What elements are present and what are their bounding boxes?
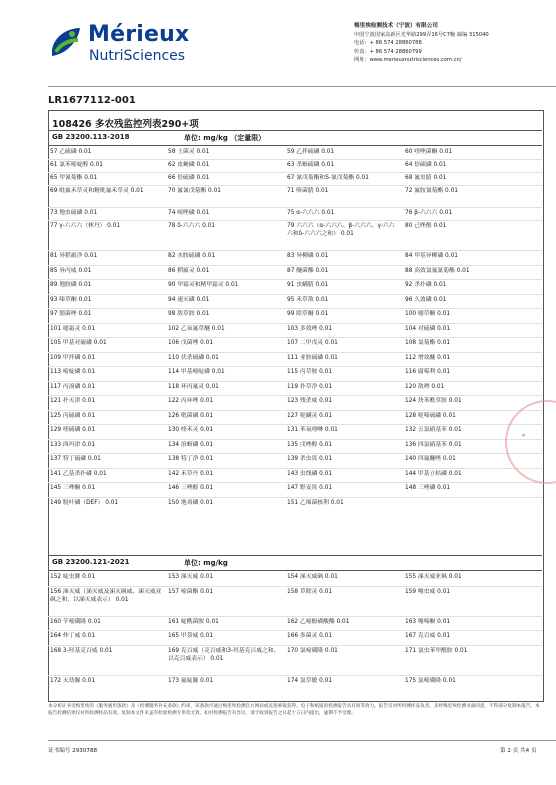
- result-cell: 82 水胺硫磷 0.01: [168, 253, 216, 259]
- result-cell: 140 四氟醚唑 0.01: [405, 456, 456, 462]
- result-cell: 60 喹唑菌酮 0.01: [405, 149, 453, 155]
- result-cell: 114 甲基嘧啶磷 0.01: [168, 369, 225, 375]
- section-unit: 单位: mg/kg （定量限）: [184, 134, 266, 142]
- result-cell: 108 氯菊酯 0.01: [405, 340, 451, 346]
- company-address-block: [354, 22, 550, 65]
- row-divider: [48, 220, 542, 221]
- result-cell: 159 噻虫威 0.01: [405, 588, 451, 595]
- section-header-1: [48, 130, 542, 146]
- result-cell: 104 对硫磷 0.01: [405, 325, 451, 332]
- result-cell: 65 甲氰菊酯 0.01: [50, 175, 98, 181]
- result-cell: 153 涕灭威 0.01: [168, 574, 214, 580]
- result-cell: 103 多效唑 0.01: [287, 325, 333, 332]
- row-divider: [48, 586, 542, 587]
- result-cell: 58 土菌灵 0.01: [168, 149, 210, 155]
- result-cell: 124 炔苯酰草胺 0.01: [405, 398, 462, 404]
- company-name: 梅里埃检测技术（宁波）有限公司: [354, 23, 438, 29]
- result-cell: 128 哒嗪硫磷 0.01: [405, 412, 456, 419]
- result-cell: 63 杀螟硫磷 0.01: [287, 162, 335, 168]
- result-cell: 57 乙硫磷 0.01: [50, 149, 92, 155]
- company-tel: 电话：+ 86 574 28860788: [354, 40, 422, 47]
- row-divider: [48, 439, 542, 440]
- logo-mark-icon: [48, 22, 84, 62]
- result-cell: 121 扑灭津 0.01: [50, 398, 96, 404]
- company-address: 中国宁波国家高新区光华路299弄16号C7幢 邮编 315040: [354, 31, 489, 38]
- result-cell: 123 残杀威 0.01: [287, 398, 333, 404]
- result-cell: 62 皮蝇磷 0.01: [168, 162, 210, 168]
- result-cell: 143 虫线磷 0.01: [287, 470, 333, 477]
- result-cell: 73 地虫硫磷 0.01: [50, 210, 98, 216]
- company-fax: 传真：+ 86 574 28860799: [354, 48, 422, 55]
- brand-name-line2: NutriSciences: [89, 48, 186, 64]
- result-cell: 113 嘧啶磷 0.01: [50, 369, 96, 375]
- result-cell: 155 涕灭威亚砜 0.01: [405, 574, 462, 580]
- result-cell: 120 敌稗 0.01: [405, 383, 445, 390]
- footer-divider: [48, 740, 556, 741]
- result-cell: 102 乙氧氟草醚 0.01: [168, 325, 225, 332]
- result-cell: 84 甲基异柳磷 0.01: [405, 253, 458, 259]
- result-cell: 163 噻嗪酮 0.01: [405, 618, 451, 625]
- result-cell: 158 草除灵 0.01: [287, 588, 333, 595]
- result-cell: 169 克百威（克百威和3-羟基克百威之和，以克百威表示） 0.01: [168, 647, 280, 662]
- result-cell: 81 异稻瘟净 0.01: [50, 253, 98, 259]
- result-cell: 172 灭幼脲 0.01: [50, 677, 96, 684]
- result-cell: 174 氯草敏 0.01: [287, 677, 333, 684]
- row-divider: [48, 279, 542, 280]
- result-cell: 134 治螟磷 0.01: [168, 441, 214, 448]
- result-cell: 98 敌草胺 0.01: [168, 311, 210, 317]
- result-cell: 135 戊唑醇 0.01: [287, 441, 333, 448]
- result-cell: 147 野麦畏 0.01: [287, 485, 333, 491]
- result-cell: 173 氟啶脲 0.01: [168, 677, 214, 684]
- result-cell: 83 异柳磷 0.01: [287, 253, 329, 259]
- result-cell: 87 醚菌酯 0.01: [287, 267, 329, 274]
- result-cell: 107 二甲戊灵 0.01: [287, 340, 338, 346]
- result-cell: 100 噁草酮 0.01: [405, 311, 451, 317]
- result-cell: 148 三唑磷 0.01: [405, 485, 451, 491]
- section-standard: GB 23200.113-2018: [52, 133, 130, 141]
- row-divider: [48, 366, 542, 367]
- result-cell: 77 γ-六六六（林丹） 0.01: [50, 223, 121, 229]
- row-divider: [48, 172, 542, 173]
- result-cell: 112 增效醚 0.01: [405, 354, 451, 361]
- result-cell: 132 五氯硝基苯 0.01: [405, 427, 462, 433]
- result-cell: 70 氟氰戊菊酯 0.01: [168, 188, 221, 194]
- result-cell: 91 虫螨腈 0.01: [287, 282, 329, 288]
- result-cell: 126 吡菌磷 0.01: [168, 412, 214, 419]
- row-divider: [48, 497, 542, 498]
- result-cell: 99 除草醚 0.01: [287, 311, 329, 317]
- brand-name-line1: Mérieux: [88, 22, 190, 47]
- result-cell: 139 杀虫畏 0.01: [287, 456, 333, 462]
- row-divider: [48, 250, 542, 251]
- result-cell: 133 西玛津 0.01: [50, 441, 96, 448]
- result-cell: 161 啶酰菌胺 0.01: [168, 618, 219, 625]
- row-divider: [48, 482, 542, 483]
- row-divider: [48, 645, 542, 646]
- result-cell: 109 甲拌磷 0.01: [50, 354, 96, 361]
- row-divider: [48, 381, 542, 382]
- row-divider: [48, 675, 542, 676]
- result-cell: 168 3-羟基克百威 0.01: [50, 647, 113, 654]
- result-cell: 61 氯苯嘧啶醇 0.01: [50, 162, 103, 168]
- result-cell: 105 甲基对硫磷 0.01: [50, 340, 107, 346]
- result-cell: 166 多菌灵 0.01: [287, 633, 333, 639]
- footer-disclaimer: 本分析证书受梅里埃的《服务通用条款》及《检测服务补充条款》约束，该条款可通过梅里埃检测官方网站或直接索取获得。电子和纸质的检测报告具有同等效力。报告仅对所检测样品负责。未经梅里埃检测书面同意，不得部分复制本报告。本报告检测结果仅对所检测样品有效。复制本文件未盖有检验检测专用章无效。如对检测报告有异议，请于收到报告之日起十五日内提出，逾期不予受理。: [48, 704, 540, 716]
- result-cell: 162 乙嘧酚磺酸酯 0.01: [287, 618, 350, 625]
- row-divider: [48, 323, 542, 324]
- row-divider: [48, 308, 542, 309]
- result-cell: 72 氟胺氰菊酯 0.01: [405, 188, 458, 194]
- result-cell: 116 腐霉利 0.01: [405, 369, 451, 375]
- result-cell: 142 禾草丹 0.01: [168, 470, 214, 477]
- result-cell: 68 氟虫腈 0.01: [405, 175, 447, 181]
- result-cell: 118 环丙氟灵 0.01: [168, 383, 219, 390]
- result-cell: 138 特丁净 0.01: [168, 456, 214, 462]
- result-cell: 67 氰戊菊酯和S-氰戊菊酯 0.01: [287, 175, 369, 181]
- result-cell: 119 扑草净 0.01: [287, 383, 333, 390]
- result-cell: 145 三唑酮 0.01: [50, 485, 96, 491]
- result-cell: 88 高效氯氟氰菊酯 0.01: [405, 267, 470, 274]
- result-cell: 152 啶虫脒 0.01: [50, 574, 96, 580]
- result-cell: 157 嘧菌酯 0.01: [168, 588, 214, 595]
- result-cell: 164 仲丁威 0.01: [50, 633, 96, 639]
- report-number: LR1677112-001: [48, 95, 136, 106]
- row-divider: [48, 294, 542, 295]
- result-cell: 90 甲霜灵和精甲霜灵 0.01: [168, 282, 239, 288]
- result-cell: 59 乙拌硫磷 0.01: [287, 149, 335, 155]
- page-number: 第 2 页 共4 页: [500, 748, 537, 754]
- result-cell: 122 丙环唑 0.01: [168, 398, 214, 404]
- result-cell: 165 甲萘威 0.01: [168, 633, 214, 639]
- result-cell: 154 涕灭威砜 0.01: [287, 574, 338, 580]
- result-cell: 160 苄嘧磺隆 0.01: [50, 618, 101, 625]
- result-cell: 137 特丁硫磷 0.01: [50, 456, 101, 462]
- result-cell: 111 亚胺硫磷 0.01: [287, 354, 338, 361]
- result-cell: 69 吡氟禾草灵和精吡氟禾草灵 0.01: [50, 188, 144, 194]
- result-cell: 97 腈菌唑 0.01: [50, 311, 92, 317]
- result-cell: 149 脱叶磷（DEF） 0.01: [50, 499, 119, 506]
- result-cell: 66 倍硫磷 0.01: [168, 175, 210, 181]
- result-cell: 127 哒螨灵 0.01: [287, 412, 333, 419]
- seal-mark-icon: ★: [519, 431, 528, 440]
- result-cell: 85 异丙威 0.01: [50, 267, 92, 274]
- section-standard: GB 23200.121-2021: [52, 558, 130, 566]
- result-cell: 92 杀扑磷 0.01: [405, 282, 447, 288]
- results-table: [48, 110, 544, 702]
- company-logo: [48, 22, 198, 70]
- row-divider: [48, 468, 542, 469]
- result-cell: 106 戊菌唑 0.01: [168, 340, 214, 346]
- result-cell: 89 地胺磷 0.01: [50, 282, 92, 288]
- row-divider: [48, 352, 542, 353]
- result-cell: 175 氯嘧磺隆 0.01: [405, 677, 456, 684]
- result-cell: 74 嘧唑磷 0.01: [168, 210, 210, 216]
- row-divider: [48, 410, 542, 411]
- result-cell: 71 咯菌腈 0.01: [287, 188, 329, 194]
- result-cell: 115 丙草胺 0.01: [287, 369, 333, 375]
- result-cell: 136 四氯硝基苯 0.01: [405, 441, 462, 448]
- row-divider: [48, 337, 542, 338]
- row-divider: [48, 630, 542, 631]
- result-cell: 95 禾草敌 0.01: [287, 296, 329, 303]
- result-cell: 94 速灭磷 0.01: [168, 296, 210, 303]
- result-cell: 146 三唑醇 0.01: [168, 485, 214, 491]
- result-cell: 171 氯虫苯甲酰胺 0.01: [405, 647, 468, 654]
- result-cell: 110 伏杀硫磷 0.01: [168, 354, 219, 361]
- certificate-number: 证书编号 2930788: [48, 748, 98, 754]
- result-cell: 96 久效磷 0.01: [405, 296, 447, 303]
- section-header-2: [48, 555, 542, 571]
- result-cell: 131 苯氧喹啉 0.01: [287, 427, 338, 433]
- result-cell: 80 己唑醇 0.01: [405, 223, 447, 229]
- result-cell: 93 嗪草酮 0.01: [50, 296, 92, 303]
- company-web: 网址：www.merieuxnutrisciences.com.cn/: [354, 57, 462, 64]
- result-cell: 79 六六六（α-六六六、β-六六六、γ-六六六和δ-六六六之和） 0.01: [287, 223, 395, 237]
- result-cell: 141 乙基杀扑磷 0.01: [50, 470, 107, 477]
- result-cell: 86 稻瘟灵 0.01: [168, 267, 210, 274]
- section-unit: 单位: mg/kg: [184, 559, 228, 567]
- result-cell: 125 丙硫磷 0.01: [50, 412, 96, 419]
- header-divider: [48, 86, 556, 87]
- result-cell: 130 喹禾灵 0.01: [168, 427, 214, 433]
- row-divider: [48, 159, 542, 160]
- result-cell: 129 喹硫磷 0.01: [50, 427, 96, 433]
- result-cell: 156 涕灭威（涕灭威及涕灭砜威、涕灭威亚砜之和，以涕灭威表示） 0.01: [50, 588, 162, 603]
- row-divider: [48, 265, 542, 266]
- row-divider: [48, 616, 542, 617]
- result-cell: 150 地毒磷 0.01: [168, 499, 214, 506]
- row-divider: [48, 424, 542, 425]
- result-cell: 117 丙溴磷 0.01: [50, 383, 96, 390]
- result-cell: 144 甲基立枯磷 0.01: [405, 470, 462, 477]
- row-divider: [48, 453, 542, 454]
- result-cell: 101 噁霜灵 0.01: [50, 325, 96, 332]
- row-divider: [48, 207, 542, 208]
- row-divider: [48, 185, 542, 186]
- table-title: 108426 多农残监控列表290+项: [52, 119, 199, 130]
- result-cell: 78 δ-六六六 0.01: [168, 223, 215, 229]
- result-cell: 75 α-六六六 0.01: [287, 210, 335, 216]
- result-cell: 76 β-六六六 0.01: [405, 210, 453, 216]
- result-cell: 151 乙烯菌核利 0.01: [287, 499, 344, 506]
- row-divider: [48, 395, 542, 396]
- result-cell: 64 倍硫磷 0.01: [405, 162, 447, 168]
- result-cell: 170 氯嘧磺隆 0.01: [287, 647, 338, 654]
- result-cell: 167 克百威 0.01: [405, 633, 451, 639]
